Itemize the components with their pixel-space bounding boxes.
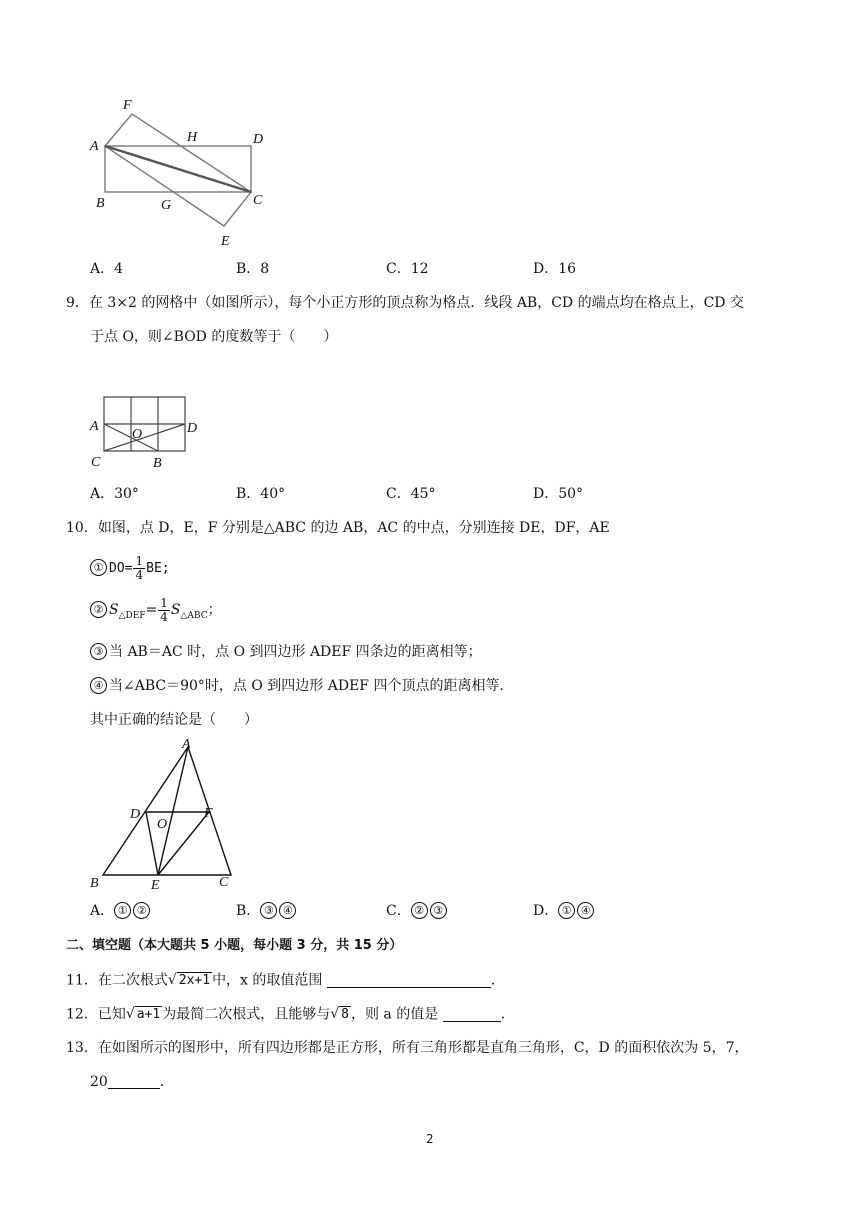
q11-post: 中，x 的取值范围 — [212, 972, 323, 989]
q12-radicand-2: 8 — [341, 1007, 349, 1022]
q12-stem — [66, 1004, 515, 1025]
q8-label-b: B — [96, 196, 105, 211]
q9-option-c[interactable]: C．45° — [386, 486, 436, 502]
q10-option-a-prefix: A． — [90, 903, 115, 919]
q8-option-b[interactable]: B．8 — [236, 261, 270, 277]
page-number: 2 — [426, 1132, 434, 1146]
q10-s2-rhs: S — [170, 602, 181, 618]
q10-option-b-first: ③ — [260, 902, 277, 919]
q9-label-d: D — [187, 421, 198, 436]
q9-stem-line1 — [66, 293, 744, 313]
q8-label-c: C — [253, 193, 263, 208]
q10-option-a[interactable] — [90, 901, 152, 921]
q10-option-c-prefix: C． — [386, 903, 411, 919]
q10-option-d-prefix: D． — [533, 903, 559, 919]
q9-label-b: B — [153, 456, 162, 471]
q10-option-c-first: ② — [411, 902, 428, 919]
q9-figure — [85, 390, 205, 475]
q10-stem-text: 如图，点 D，E，F 分别是△ABC 的边 AB，AC 的中点，分别连接 DE，DF，AE — [97, 520, 610, 536]
q10-option-c[interactable] — [386, 901, 449, 921]
q11-radicand: 2x+1 — [178, 973, 211, 988]
q8-label-e: E — [221, 234, 230, 249]
q10-option-b-second: ④ — [279, 902, 296, 919]
q10-label-f: F — [204, 806, 213, 821]
q10-option-b-prefix: B． — [236, 903, 261, 919]
q10-s2-fraction — [158, 597, 170, 624]
q10-statement-2 — [90, 594, 222, 626]
q10-s2-marker: ② — [90, 601, 107, 618]
q10-label-b: B — [90, 876, 99, 891]
q8-label-h: H — [187, 130, 198, 145]
q13-text-line1: 在如图所示的图形中，所有四边形都是正方形，所有三角形都是直角三角形，C，D 的面积依次为 5，7， — [97, 1040, 749, 1056]
q10-number: 10． — [66, 520, 98, 536]
q10-option-d-second: ④ — [577, 902, 594, 919]
q9-option-a[interactable]: A．30° — [90, 486, 139, 502]
q10-s1-marker: ① — [90, 559, 107, 576]
q8-label-g: G — [161, 198, 172, 213]
q10-label-a: A — [182, 737, 191, 752]
q10-label-o: O — [157, 817, 168, 832]
q12-number: 12． — [66, 1006, 98, 1023]
q13-text-line2: 20 — [90, 1074, 108, 1090]
q8-label-d: D — [253, 132, 264, 147]
q9-number: 9． — [66, 295, 89, 311]
q13-end: ． — [159, 1074, 174, 1090]
q11-sqrt: √ 2x+1 — [167, 972, 211, 988]
section2-title: 二、填空题（本大题共 5 小题，每小题 3 分，共 15 分） — [66, 938, 403, 953]
q10-s2-rhs-sub: △ABC — [180, 610, 208, 621]
q8-label-a: A — [90, 139, 99, 154]
q10-s2-denominator: 4 — [160, 609, 168, 624]
q10-s2-eq: = — [145, 602, 158, 618]
q10-option-a-first: ① — [114, 902, 131, 919]
q9-label-c: C — [91, 455, 101, 470]
q10-option-b[interactable] — [236, 901, 298, 921]
q13-answer-blank[interactable] — [108, 1088, 160, 1089]
q12-pre: 已知 — [97, 1006, 126, 1023]
q10-label-e: E — [151, 878, 160, 893]
q13-stem-line1 — [66, 1038, 748, 1058]
q10-s2-lhs: S — [109, 602, 119, 618]
q10-s1-fraction — [133, 555, 145, 582]
q8-option-c[interactable]: C．12 — [386, 261, 429, 277]
q11-answer-blank[interactable] — [327, 987, 491, 988]
q12-post: ，则 a 的值是 — [350, 1006, 439, 1023]
q10-s1-numerator: 1 — [135, 553, 144, 568]
q10-s3-marker: ③ — [90, 643, 107, 660]
q12-radicand-1: a+1 — [136, 1007, 161, 1022]
q10-s1-rhs: BE; — [146, 561, 170, 576]
q10-s1-denominator: 4 — [135, 567, 144, 582]
q10-label-d: D — [130, 807, 141, 822]
q10-option-d[interactable] — [533, 901, 596, 921]
q10-s4-marker: ④ — [90, 677, 107, 694]
q12-sqrt-1: √ a+1 — [125, 1006, 161, 1022]
q10-option-a-second: ② — [133, 902, 150, 919]
q10-s2-end: ； — [207, 602, 222, 618]
q9-option-b[interactable]: B．40° — [236, 486, 286, 502]
q10-option-d-first: ① — [558, 902, 575, 919]
q10-option-c-second: ③ — [430, 902, 447, 919]
q10-ask: 其中正确的结论是（ ） — [90, 712, 258, 728]
q10-s2-numerator: 1 — [160, 595, 168, 610]
q10-s1-lhs: DO= — [109, 561, 133, 576]
q8-label-f: F — [123, 98, 132, 113]
q9-stem-line2: 于点 O，则∠BOD 的度数等于（ ） — [90, 329, 338, 345]
q8-figure — [85, 95, 275, 255]
q8-option-d[interactable]: D．16 — [533, 261, 577, 277]
q10-stem — [66, 518, 610, 538]
q10-statement-1 — [90, 552, 170, 584]
q10-statement-4 — [90, 676, 513, 696]
q9-label-a: A — [90, 419, 99, 434]
q10-s4-text: 当∠ABC＝90°时，点 O 到四边形 ADEF 四个顶点的距离相等． — [109, 678, 514, 694]
q11-end: ． — [490, 972, 505, 989]
q11-pre: 在二次根式 — [97, 972, 168, 989]
q13-number: 13． — [66, 1040, 98, 1056]
q10-statement-3 — [90, 642, 482, 662]
q9-label-o: O — [132, 427, 143, 442]
q12-answer-blank[interactable] — [443, 1021, 501, 1022]
q10-figure — [85, 737, 245, 895]
q10-label-c: C — [219, 875, 229, 890]
q11-stem — [66, 970, 505, 991]
q11-number: 11． — [66, 972, 98, 989]
q9-option-d[interactable]: D．50° — [533, 486, 584, 502]
q8-option-a[interactable]: A．4 — [90, 261, 124, 277]
q9-text-line1: 在 3×2 的网格中（如图所示），每个小正方形的顶点称为格点．线段 AB，CD 的端点均在格点上，CD 交 — [88, 295, 744, 311]
q10-s3-text: 当 AB＝AC 时，点 O 到四边形 ADEF 四条边的距离相等； — [109, 644, 482, 660]
q12-end: ． — [500, 1006, 515, 1023]
q12-mid: 为最简二次根式，且能够与 — [162, 1006, 331, 1023]
q12-sqrt-2: √ 8 — [330, 1006, 349, 1022]
q13-stem-line2 — [90, 1072, 174, 1092]
q10-s2-lhs-sub: △DEF — [118, 610, 146, 621]
